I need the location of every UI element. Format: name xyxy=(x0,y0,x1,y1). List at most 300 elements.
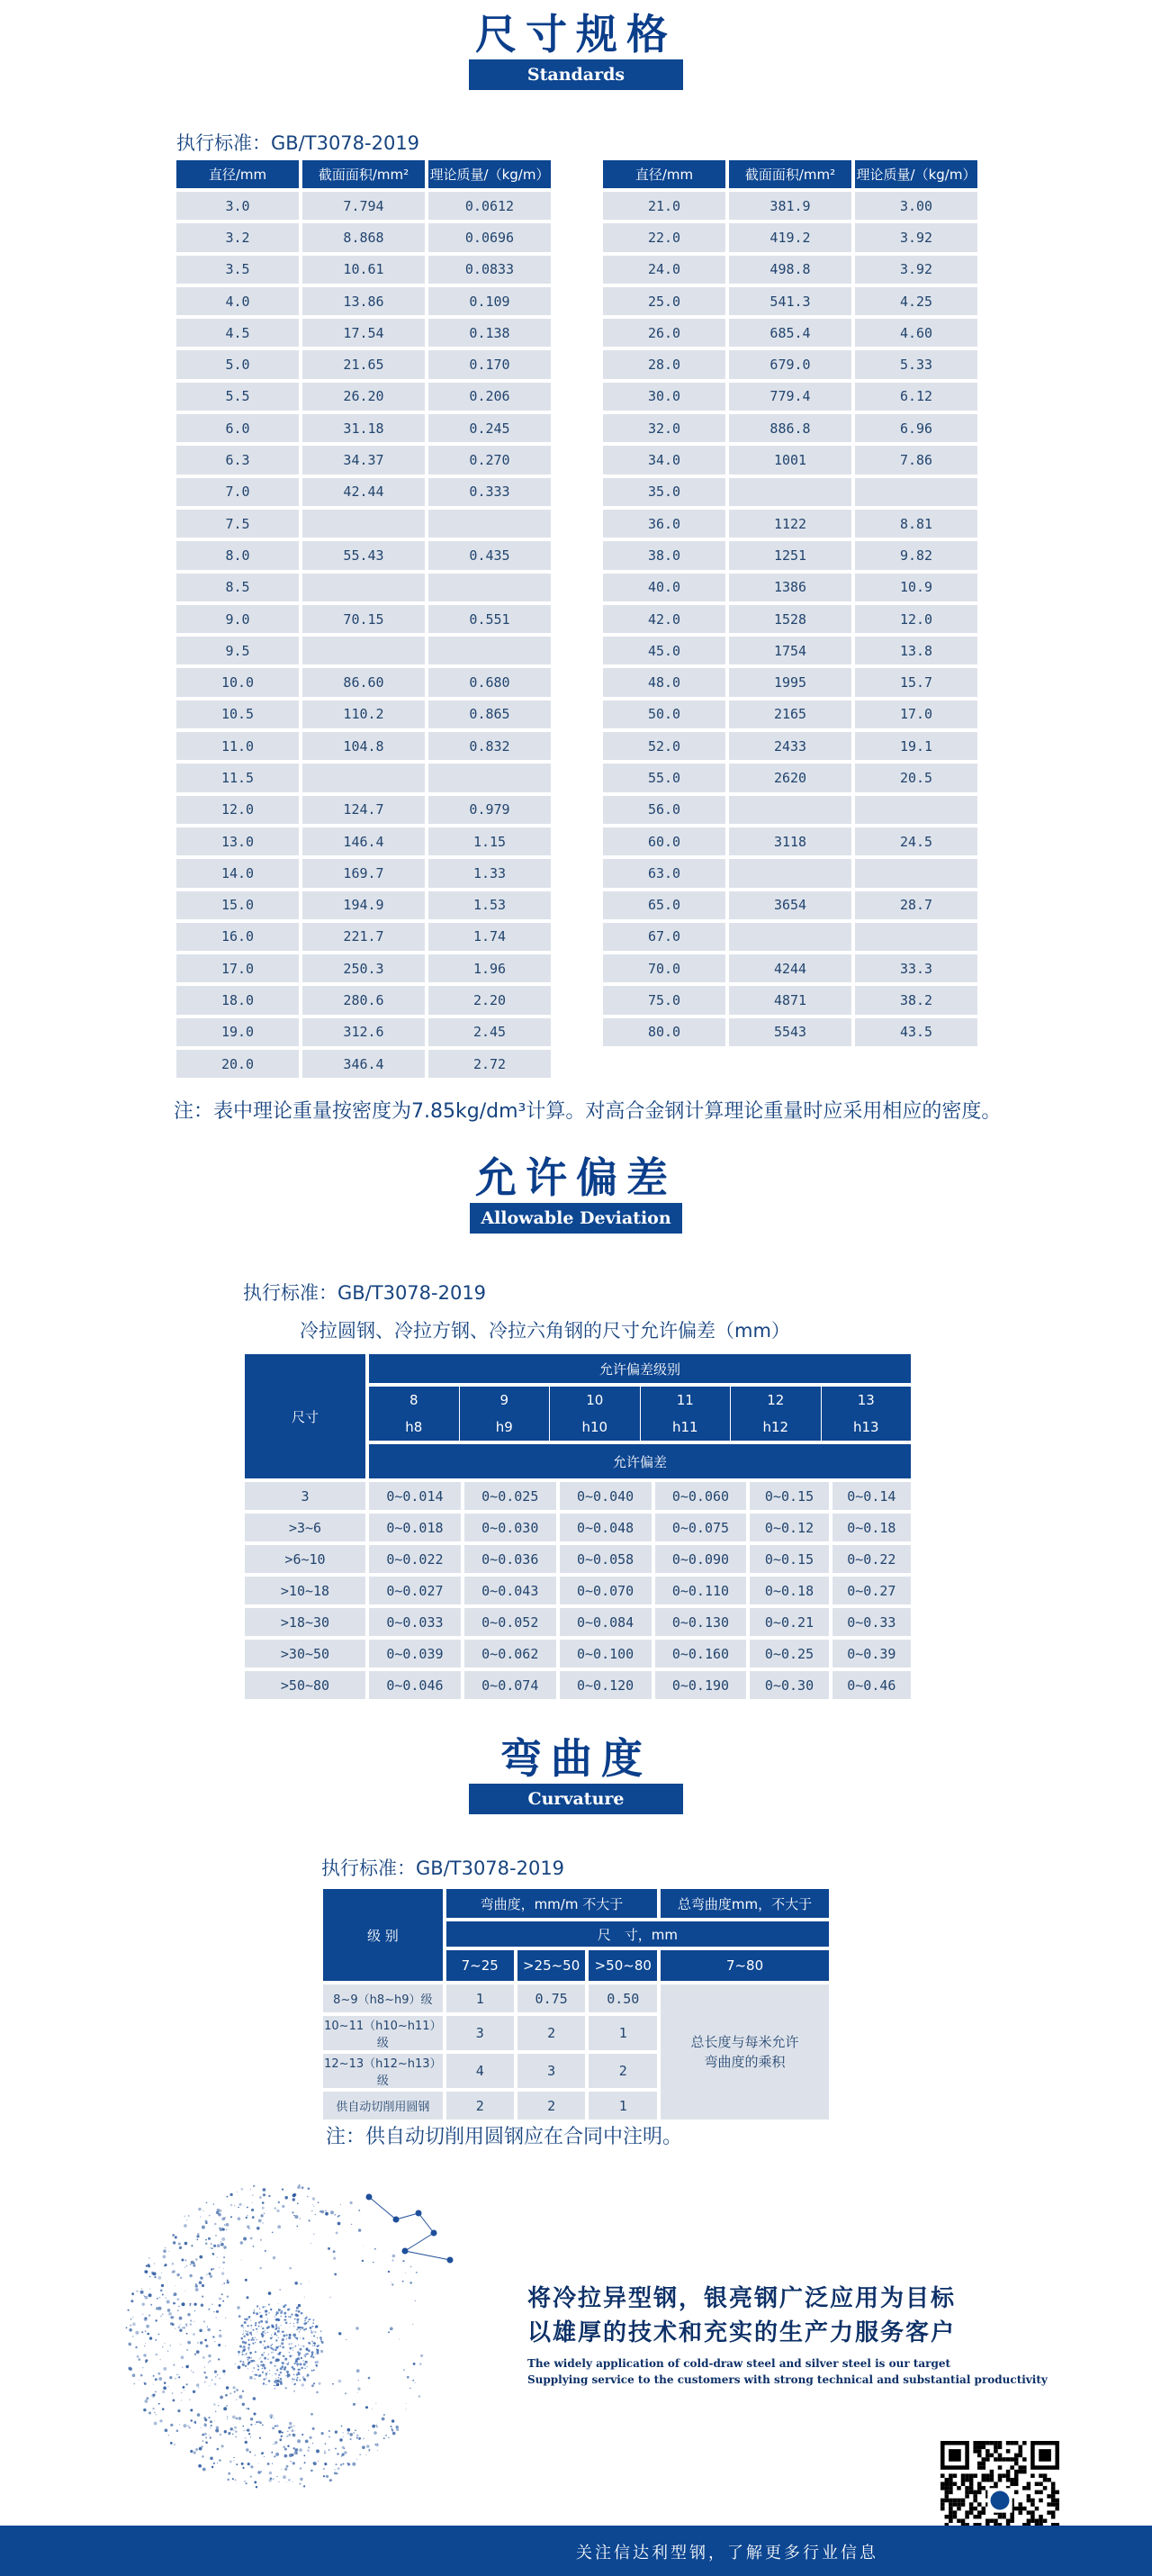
mass-cell: 0.245 xyxy=(428,414,551,442)
slogan xyxy=(527,2282,1067,2388)
area-cell: 346.4 xyxy=(302,1050,425,1078)
size-col-3: >50~80 xyxy=(589,1950,657,1981)
area-cell: 124.7 xyxy=(302,796,425,824)
grade-h: h8 xyxy=(405,1419,423,1435)
deviation-cell: 0~0.15 xyxy=(750,1545,828,1573)
diameter-cell: 3.2 xyxy=(176,223,299,251)
grade-col xyxy=(640,1387,731,1441)
dev-header: 允许偏差 xyxy=(369,1444,911,1478)
mass-cell: 0.832 xyxy=(428,732,551,760)
diameter-cell: 63.0 xyxy=(603,859,725,887)
mass-cell xyxy=(428,764,551,791)
mass-cell: 0.0696 xyxy=(428,223,551,251)
bend-cell: 0.50 xyxy=(589,1984,657,2012)
diameter-cell: 55.0 xyxy=(603,764,725,791)
diameter-cell: 22.0 xyxy=(603,223,725,251)
table-row xyxy=(176,287,551,315)
area-cell: 1995 xyxy=(729,668,851,696)
deviation-cell: 0~0.070 xyxy=(560,1577,652,1604)
diameter-cell: 13.0 xyxy=(176,827,299,855)
deviation-cell: 0~0.046 xyxy=(369,1671,461,1699)
table-row xyxy=(245,1640,911,1668)
deviation-cell: 0~0.040 xyxy=(560,1482,652,1510)
mass-cell: 28.7 xyxy=(855,891,977,919)
standards-title xyxy=(0,9,1152,90)
diameter-cell: 67.0 xyxy=(603,923,725,951)
table-row xyxy=(603,319,977,347)
table-row xyxy=(603,414,977,442)
mass-cell: 0.435 xyxy=(428,541,551,569)
area-cell: 4244 xyxy=(729,954,851,982)
diameter-cell: 8.5 xyxy=(176,574,299,601)
deviation-cell: 0~0.062 xyxy=(464,1640,556,1668)
table-row xyxy=(176,923,551,951)
size-cell: 3 xyxy=(245,1482,365,1510)
mass-cell: 0.865 xyxy=(428,700,551,728)
deviation-cell: 0~0.027 xyxy=(369,1577,461,1604)
grade-col xyxy=(730,1387,821,1441)
mass-cell: 0.138 xyxy=(428,319,551,347)
table-row xyxy=(176,637,551,664)
diameter-cell: 3.5 xyxy=(176,256,299,284)
deviation-cell: 0~0.120 xyxy=(560,1671,652,1699)
area-cell xyxy=(729,859,851,887)
diameter-cell: 48.0 xyxy=(603,668,725,696)
area-cell xyxy=(729,478,851,506)
slogan-en1: The widely application of cold-draw steel and silver steel is our target xyxy=(527,2357,951,2370)
globe-illustration xyxy=(99,2170,459,2494)
deviation-cell: 0~0.074 xyxy=(464,1671,556,1699)
size-col-2: >25~50 xyxy=(518,1950,586,1981)
deviation-cell: 0~0.043 xyxy=(464,1577,556,1604)
mass-cell: 19.1 xyxy=(855,732,977,760)
diameter-cell: 75.0 xyxy=(603,986,725,1014)
size-cell: >30~50 xyxy=(245,1640,365,1668)
grade-number: 10 xyxy=(586,1392,604,1408)
footer-bar xyxy=(0,2526,1152,2576)
area-cell xyxy=(302,510,425,538)
table-row xyxy=(245,1671,911,1699)
grade-col xyxy=(369,1387,459,1441)
mass-cell: 9.82 xyxy=(855,541,977,569)
table-row xyxy=(176,954,551,982)
table-row xyxy=(603,668,977,696)
curvature-title-cn: 弯曲度 xyxy=(500,1734,652,1783)
mass-cell: 13.8 xyxy=(855,637,977,664)
diameter-cell: 4.5 xyxy=(176,319,299,347)
diameter-cell: 12.0 xyxy=(176,796,299,824)
area-cell xyxy=(302,574,425,601)
mass-cell: 0.680 xyxy=(428,668,551,696)
mass-cell xyxy=(428,637,551,664)
diameter-cell: 10.0 xyxy=(176,668,299,696)
mass-cell: 33.3 xyxy=(855,954,977,982)
total-value-cell: 总长度与每米允许弯曲度的乘积 xyxy=(661,1984,829,2120)
table-row xyxy=(603,478,977,506)
grade-cell: 8~9（h8~h9）级 xyxy=(323,1984,443,2012)
standards-title-cn: 尺寸规格 xyxy=(475,10,677,59)
deviation-cell: 0~0.075 xyxy=(655,1514,747,1541)
diameter-cell: 16.0 xyxy=(176,923,299,951)
deviation-cell: 0~0.025 xyxy=(464,1482,556,1510)
grade-number: 9 xyxy=(500,1392,509,1408)
table-row xyxy=(176,350,551,378)
deviation-cell: 0~0.048 xyxy=(560,1514,652,1541)
table-row xyxy=(245,1545,911,1573)
bend-cell: 2 xyxy=(518,2016,586,2050)
grade-header: 允许偏差级别 xyxy=(369,1354,911,1383)
grade-h: h10 xyxy=(581,1419,608,1435)
mass-cell xyxy=(855,478,977,506)
deviation-cell: 0~0.036 xyxy=(464,1545,556,1573)
diameter-cell: 17.0 xyxy=(176,954,299,982)
deviation-cell: 0~0.18 xyxy=(750,1577,828,1604)
area-cell: 312.6 xyxy=(302,1018,425,1046)
mass-cell: 24.5 xyxy=(855,827,977,855)
grade-grid xyxy=(369,1387,911,1441)
table-row xyxy=(176,1050,551,1078)
table-row xyxy=(176,192,551,220)
grade-h: h12 xyxy=(762,1419,789,1435)
standards-table-right xyxy=(599,157,981,1050)
slogan-en2: Supplying service to the customers with strong technical and substantial productivity xyxy=(527,2373,1048,2386)
mass-cell xyxy=(855,859,977,887)
diameter-cell: 15.0 xyxy=(176,891,299,919)
size-cell: >3~6 xyxy=(245,1514,365,1541)
deviation-cell: 0~0.084 xyxy=(560,1608,652,1636)
curvature-note: 注：供自动切削用圆钢应在合同中注明。 xyxy=(326,2126,683,2148)
size-header: 尺寸 xyxy=(245,1354,365,1478)
bend-cell: 1 xyxy=(589,2092,657,2120)
diameter-header: 直径/mm xyxy=(176,160,299,188)
bend-cell: 2 xyxy=(589,2054,657,2088)
table-row xyxy=(603,541,977,569)
standards-title-en: Standards xyxy=(469,59,683,90)
deviation-cell: 0~0.14 xyxy=(832,1482,911,1510)
deviation-cell: 0~0.130 xyxy=(655,1608,747,1636)
table-row xyxy=(176,605,551,633)
mass-cell: 3.92 xyxy=(855,223,977,251)
diameter-header: 直径/mm xyxy=(603,160,725,188)
area-cell: 8.868 xyxy=(302,223,425,251)
size-col-1: 7~25 xyxy=(446,1950,514,1981)
diameter-cell: 80.0 xyxy=(603,1018,725,1046)
area-cell: 381.9 xyxy=(729,192,851,220)
grade-number: 8 xyxy=(409,1392,418,1408)
area-cell: 3118 xyxy=(729,827,851,855)
standards-table-left xyxy=(173,157,554,1081)
mass-cell: 0.206 xyxy=(428,383,551,411)
grade-cell: 10~11（h10~h11）级 xyxy=(323,2016,443,2050)
mass-cell xyxy=(428,510,551,538)
mass-cell xyxy=(855,923,977,951)
table-row xyxy=(176,383,551,411)
grade-number: 13 xyxy=(857,1392,875,1408)
table-row xyxy=(176,510,551,538)
mass-cell xyxy=(428,574,551,601)
slogan-line2: 以雄厚的技术和充实的生产力服务客户 xyxy=(527,2319,957,2346)
deviation-cell: 0~0.15 xyxy=(750,1482,828,1510)
table-row xyxy=(176,414,551,442)
diameter-cell: 25.0 xyxy=(603,287,725,315)
slogan-line1: 将冷拉异型钢，银亮钢广泛应用为目标 xyxy=(527,2285,957,2312)
diameter-cell: 6.3 xyxy=(176,446,299,474)
area-cell: 1754 xyxy=(729,637,851,664)
deviation-cell: 0~0.39 xyxy=(832,1640,911,1668)
table-row xyxy=(603,764,977,791)
diameter-cell: 38.0 xyxy=(603,541,725,569)
mass-cell: 0.0612 xyxy=(428,192,551,220)
grade-header: 级 别 xyxy=(323,1889,443,1981)
deviation-cell: 0~0.12 xyxy=(750,1514,828,1541)
diameter-cell: 9.5 xyxy=(176,637,299,664)
table-header-row xyxy=(176,160,551,188)
size-cell: >50~80 xyxy=(245,1671,365,1699)
deviation-cell: 0~0.190 xyxy=(655,1671,747,1699)
mass-cell: 1.33 xyxy=(428,859,551,887)
bend-cell: 1 xyxy=(446,1984,514,2012)
diameter-cell: 18.0 xyxy=(176,986,299,1014)
mass-cell: 1.96 xyxy=(428,954,551,982)
area-cell: 13.86 xyxy=(302,287,425,315)
area-cell: 34.37 xyxy=(302,446,425,474)
diameter-cell: 14.0 xyxy=(176,859,299,887)
table-row xyxy=(176,796,551,824)
table-row xyxy=(176,859,551,887)
area-cell: 86.60 xyxy=(302,668,425,696)
deviation-cell: 0~0.022 xyxy=(369,1545,461,1573)
area-cell: 419.2 xyxy=(729,223,851,251)
area-cell: 10.61 xyxy=(302,256,425,284)
area-cell xyxy=(729,796,851,824)
table-row xyxy=(176,223,551,251)
grade-number: 12 xyxy=(767,1392,785,1408)
table-row xyxy=(603,859,977,887)
diameter-cell: 50.0 xyxy=(603,700,725,728)
area-cell: 1528 xyxy=(729,605,851,633)
bend-header: 弯曲度，mm/m 不大于 xyxy=(446,1889,657,1918)
area-cell: 2165 xyxy=(729,700,851,728)
mass-header: 理论质量/（kg/m） xyxy=(855,160,977,188)
mass-cell: 6.96 xyxy=(855,414,977,442)
grade-col xyxy=(549,1387,640,1441)
area-cell: 5543 xyxy=(729,1018,851,1046)
diameter-cell: 42.0 xyxy=(603,605,725,633)
area-cell: 679.0 xyxy=(729,350,851,378)
bend-cell: 1 xyxy=(589,2016,657,2050)
area-cell: 7.794 xyxy=(302,192,425,220)
diameter-cell: 7.5 xyxy=(176,510,299,538)
table-row xyxy=(603,827,977,855)
deviation-table xyxy=(241,1351,914,1703)
bend-cell: 3 xyxy=(518,2054,586,2088)
table-row xyxy=(603,986,977,1014)
area-cell xyxy=(302,764,425,791)
table-row xyxy=(603,605,977,633)
deviation-std-label: 执行标准：GB/T3078-2019 xyxy=(243,1282,487,1304)
mass-cell: 8.81 xyxy=(855,510,977,538)
size-cell: >18~30 xyxy=(245,1608,365,1636)
area-cell: 55.43 xyxy=(302,541,425,569)
table-row xyxy=(603,350,977,378)
table-row xyxy=(176,478,551,506)
table-row xyxy=(176,986,551,1014)
area-cell: 1001 xyxy=(729,446,851,474)
deviation-cell: 0~0.060 xyxy=(655,1482,747,1510)
diameter-cell: 5.5 xyxy=(176,383,299,411)
deviation-cell: 0~0.052 xyxy=(464,1608,556,1636)
table-row xyxy=(176,732,551,760)
diameter-cell: 52.0 xyxy=(603,732,725,760)
table-row xyxy=(176,541,551,569)
table-row xyxy=(603,446,977,474)
table-row xyxy=(603,383,977,411)
deviation-cell: 0~0.27 xyxy=(832,1577,911,1604)
table-row xyxy=(176,764,551,791)
area-cell: 250.3 xyxy=(302,954,425,982)
table-row xyxy=(603,700,977,728)
curvature-title-en: Curvature xyxy=(469,1784,683,1814)
mass-cell: 15.7 xyxy=(855,668,977,696)
deviation-title-en: Allowable Deviation xyxy=(470,1203,682,1234)
diameter-cell: 5.0 xyxy=(176,350,299,378)
diameter-cell: 24.0 xyxy=(603,256,725,284)
diameter-cell: 45.0 xyxy=(603,637,725,664)
diameter-cell: 10.5 xyxy=(176,700,299,728)
mass-cell: 38.2 xyxy=(855,986,977,1014)
bend-cell: 3 xyxy=(446,2016,514,2050)
mass-cell: 1.53 xyxy=(428,891,551,919)
diameter-cell: 11.0 xyxy=(176,732,299,760)
diameter-cell: 11.5 xyxy=(176,764,299,791)
table-row xyxy=(603,192,977,220)
mass-cell: 12.0 xyxy=(855,605,977,633)
table-row xyxy=(603,796,977,824)
table-row xyxy=(176,891,551,919)
deviation-cell: 0~0.160 xyxy=(655,1640,747,1668)
deviation-cell: 0~0.030 xyxy=(464,1514,556,1541)
deviation-cell: 0~0.21 xyxy=(750,1608,828,1636)
bend-cell: 4 xyxy=(446,2054,514,2088)
area-cell: 685.4 xyxy=(729,319,851,347)
table-row xyxy=(603,1018,977,1046)
curvature-table xyxy=(320,1885,832,2123)
total-header: 总弯曲度mm，不大于 xyxy=(661,1889,829,1918)
grade-col xyxy=(821,1387,912,1441)
standards-std-label: 执行标准：GB/T3078-2019 xyxy=(176,132,420,154)
table-row xyxy=(603,256,977,284)
area-cell: 194.9 xyxy=(302,891,425,919)
deviation-cell: 0~0.18 xyxy=(832,1514,911,1541)
deviation-cell: 0~0.018 xyxy=(369,1514,461,1541)
area-cell: 169.7 xyxy=(302,859,425,887)
table-row xyxy=(603,732,977,760)
diameter-cell: 21.0 xyxy=(603,192,725,220)
mass-cell: 3.00 xyxy=(855,192,977,220)
deviation-cell: 0~0.110 xyxy=(655,1577,747,1604)
diameter-cell: 56.0 xyxy=(603,796,725,824)
diameter-cell: 32.0 xyxy=(603,414,725,442)
table-row xyxy=(603,923,977,951)
bend-cell: 0.75 xyxy=(518,1984,586,2012)
deviation-cell: 0~0.014 xyxy=(369,1482,461,1510)
curvature-title xyxy=(0,1733,1152,1814)
table-row xyxy=(245,1608,911,1636)
table-row xyxy=(176,446,551,474)
standards-note: 注：表中理论重量按密度为7.85kg/dm³计算。对高合金钢计算理论重量时应采用相应的密度。 xyxy=(174,1100,1002,1123)
table-header-row xyxy=(603,160,977,188)
diameter-cell: 40.0 xyxy=(603,574,725,601)
deviation-cell: 0~0.033 xyxy=(369,1608,461,1636)
mass-cell xyxy=(855,796,977,824)
diameter-cell: 19.0 xyxy=(176,1018,299,1046)
mass-cell: 3.92 xyxy=(855,256,977,284)
diameter-cell: 28.0 xyxy=(603,350,725,378)
bend-cell: 2 xyxy=(446,2092,514,2120)
mass-cell: 4.25 xyxy=(855,287,977,315)
deviation-cell: 0~0.25 xyxy=(750,1640,828,1668)
area-cell: 1122 xyxy=(729,510,851,538)
area-cell: 3654 xyxy=(729,891,851,919)
deviation-cell: 0~0.33 xyxy=(832,1608,911,1636)
table-row xyxy=(176,1018,551,1046)
deviation-cell: 0~0.22 xyxy=(832,1545,911,1573)
mass-cell: 43.5 xyxy=(855,1018,977,1046)
diameter-cell: 6.0 xyxy=(176,414,299,442)
area-cell: 221.7 xyxy=(302,923,425,951)
table-row xyxy=(176,668,551,696)
deviation-cell: 0~0.46 xyxy=(832,1671,911,1699)
area-cell: 1386 xyxy=(729,574,851,601)
area-cell xyxy=(729,923,851,951)
table-row xyxy=(603,223,977,251)
table-row xyxy=(176,256,551,284)
area-cell: 110.2 xyxy=(302,700,425,728)
mass-cell: 0.170 xyxy=(428,350,551,378)
mass-cell: 4.60 xyxy=(855,319,977,347)
mass-cell: 1.15 xyxy=(428,827,551,855)
grade-h: h11 xyxy=(671,1419,698,1435)
diameter-cell: 60.0 xyxy=(603,827,725,855)
table-row xyxy=(176,319,551,347)
mass-cell: 20.5 xyxy=(855,764,977,791)
table-row xyxy=(176,574,551,601)
table-header-row xyxy=(323,1889,829,1918)
size-cell: >10~18 xyxy=(245,1577,365,1604)
area-cell xyxy=(302,637,425,664)
mass-cell: 10.9 xyxy=(855,574,977,601)
mass-cell: 2.72 xyxy=(428,1050,551,1078)
mass-header: 理论质量/（kg/m） xyxy=(428,160,551,188)
area-header: 截面面积/mm² xyxy=(729,160,851,188)
table-row xyxy=(245,1482,911,1510)
area-cell: 42.44 xyxy=(302,478,425,506)
mass-cell: 7.86 xyxy=(855,446,977,474)
area-cell: 26.20 xyxy=(302,383,425,411)
grade-col xyxy=(459,1387,550,1441)
table-row xyxy=(603,510,977,538)
diameter-cell: 7.0 xyxy=(176,478,299,506)
table-row xyxy=(176,700,551,728)
grade-cell: 供自动切削用圆钢 xyxy=(323,2092,443,2120)
area-cell: 280.6 xyxy=(302,986,425,1014)
diameter-cell: 20.0 xyxy=(176,1050,299,1078)
area-cell: 2620 xyxy=(729,764,851,791)
size-col-4: 7~80 xyxy=(661,1950,829,1981)
area-cell: 70.15 xyxy=(302,605,425,633)
mass-cell: 0.979 xyxy=(428,796,551,824)
diameter-cell: 70.0 xyxy=(603,954,725,982)
